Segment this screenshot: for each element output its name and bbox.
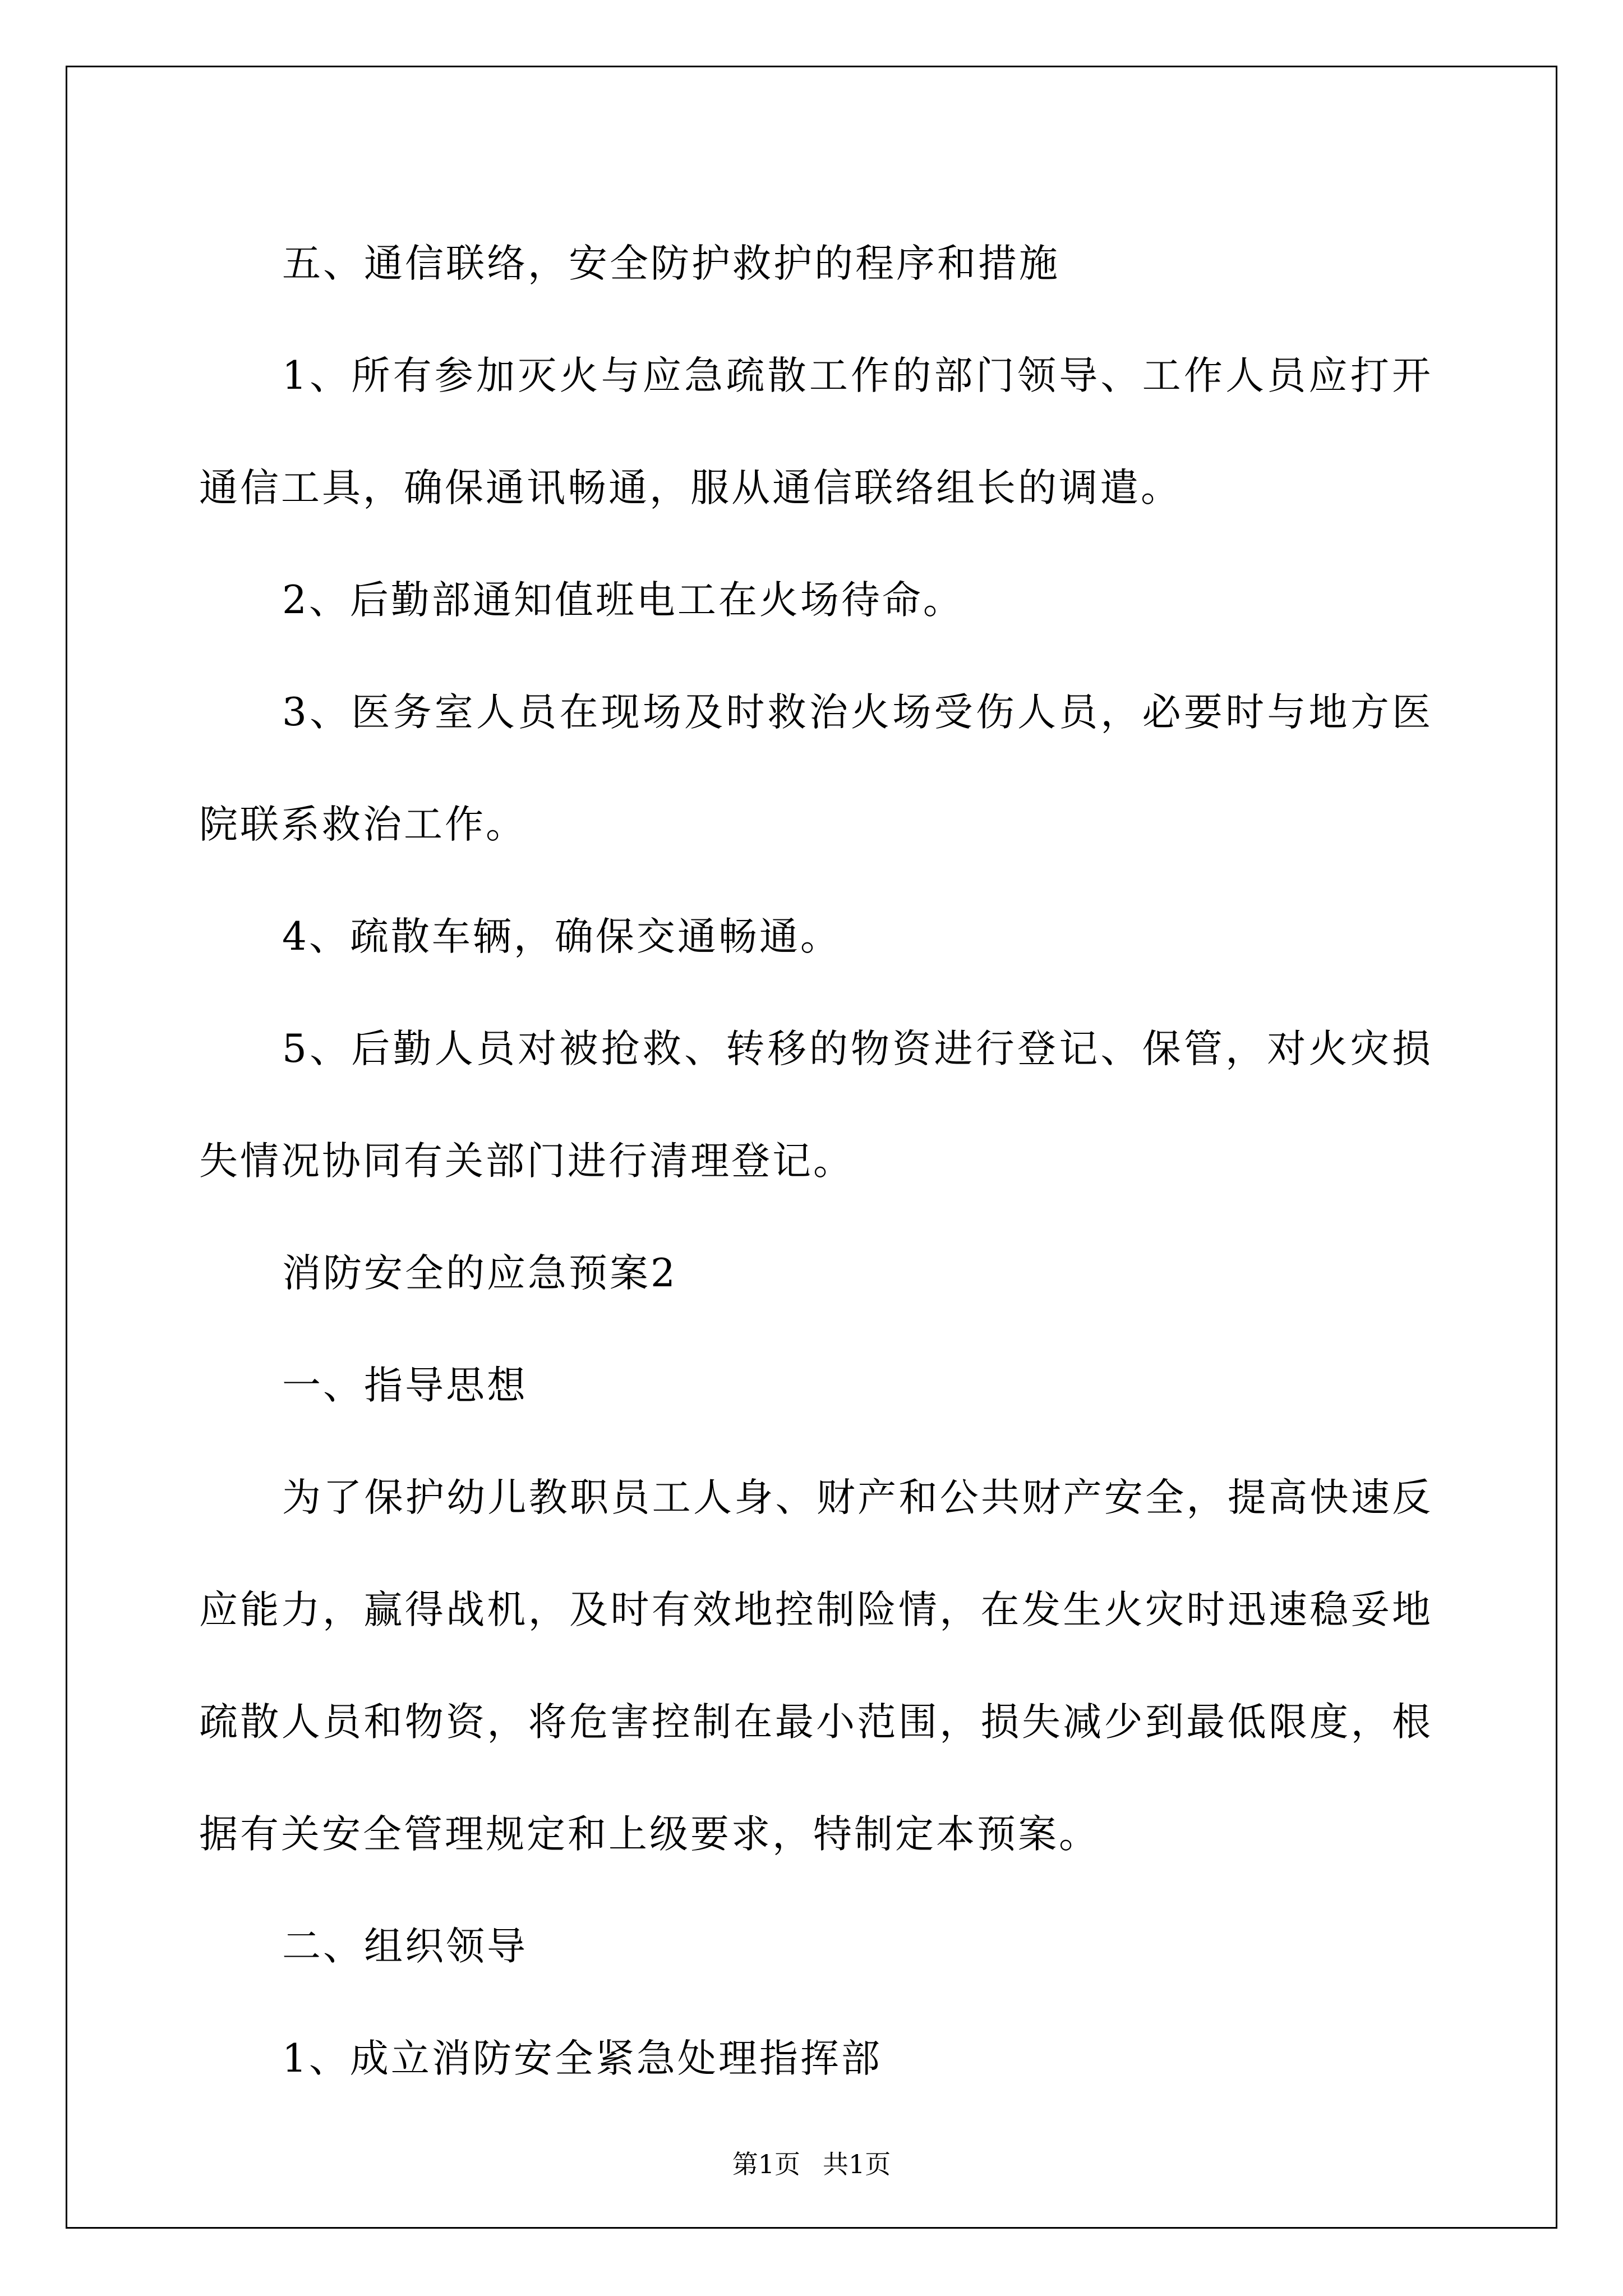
paragraph-item-4: 4、疏散车辆，确保交通畅通。 [282,914,841,959]
page-footer [0,2144,1623,2181]
document-body [199,208,1433,2115]
paragraph-guiding-text: 为了保护幼儿教职员工人身、财产和公共财产安全，提高快速反应能力，赢得战机，及时有效地控制险情，在发生火灾时迅速稳妥地疏散人员和物资，将危害控制在最小范围，损失减少到最低限度，根据有关安全管理规定和上级要求，特制定本预案。 [199,1475,1433,1857]
page-number-current: 第1页 [732,2149,800,2179]
page-number-total: 共1页 [823,2149,891,2179]
paragraph-item-3: 3、医务室人员在现场及时救治火场受伤人员，必要时与地方医院联系救治工作。 [199,690,1433,847]
paragraph-section-5-heading: 五、通信联络，安全防护救护的程序和措施 [282,241,1060,286]
paragraph-item-1: 1、所有参加灭火与应急疏散工作的部门领导、工作人员应打开通信工具，确保通讯畅通，服从通信联络组长的调遣。 [199,353,1433,510]
paragraph-section-1-heading: 一、指导思想 [282,1363,528,1408]
paragraph-plan-title: 消防安全的应急预案2 [282,1251,677,1296]
paragraph-org-item-1: 1、成立消防安全紧急处理指挥部 [282,2036,882,2081]
paragraph-item-2: 2、后勤部通知值班电工在火场待命。 [282,578,964,623]
paragraph-item-5: 5、后勤人员对被抢救、转移的物资进行登记、保管，对火灾损失情况协同有关部门进行清理登记。 [199,1027,1433,1184]
paragraph-section-2-heading: 二、组织领导 [282,1924,528,1969]
